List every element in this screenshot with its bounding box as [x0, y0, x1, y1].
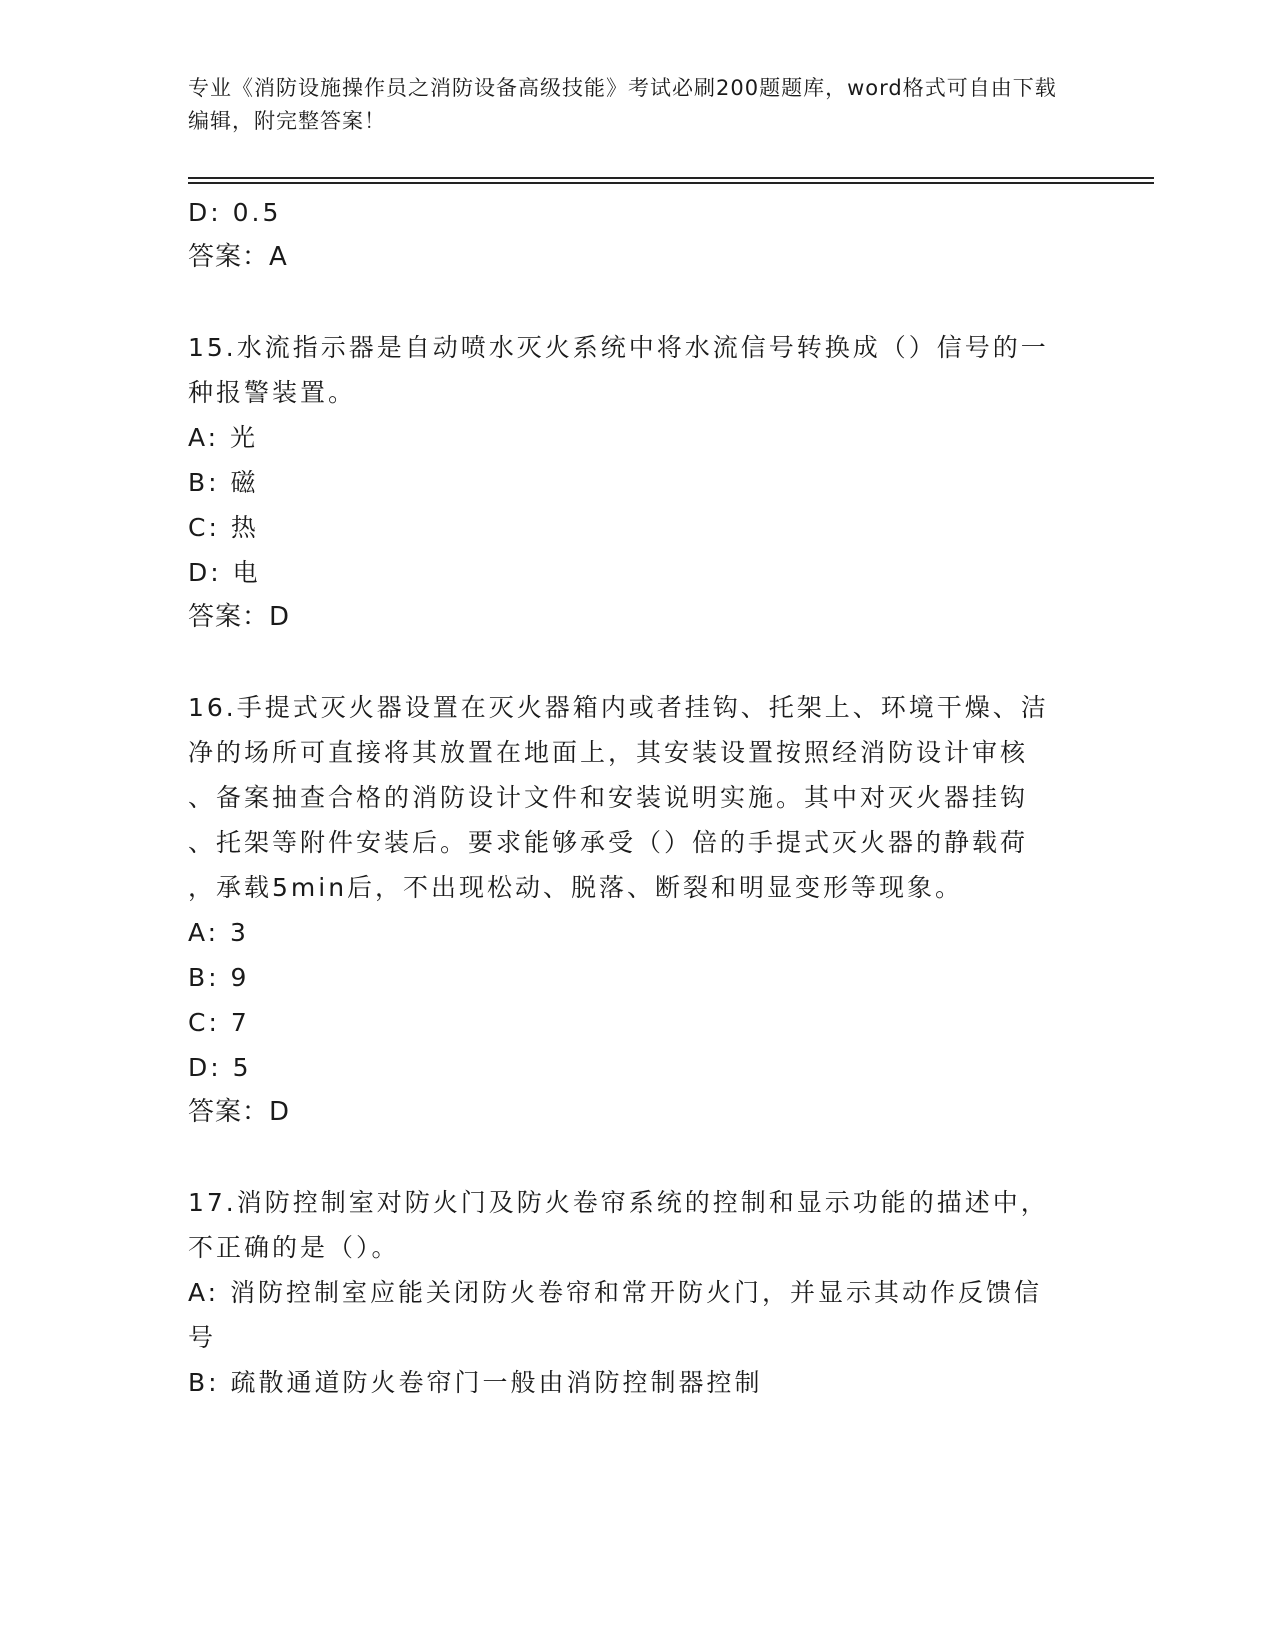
spacer: [188, 1135, 1088, 1180]
question-15: [188, 325, 1088, 640]
question-14-tail: [188, 190, 1088, 280]
question-17: [188, 1180, 1088, 1405]
question-stem: 种报警装置。: [188, 378, 357, 407]
question-stem: 15.水流指示器是自动喷水灭火系统中将水流信号转换成（）信号的一: [188, 333, 1049, 362]
answer-line: 答案：D: [188, 602, 291, 632]
question-stem: 16.手提式灭火器设置在灭火器箱内或者挂钩、托架上、环境干燥、洁: [188, 693, 1049, 722]
option-b: B: 9: [188, 963, 250, 992]
option-d: D: 0.5: [188, 198, 282, 227]
option-a: A: 消防控制室应能关闭防火卷帘和常开防火门，并显示其动作反馈信: [188, 1278, 1043, 1307]
question-stem: 净的场所可直接将其放置在地面上，其安装设置按照经消防设计审核: [188, 738, 1029, 767]
spacer: [188, 640, 1088, 685]
question-16: [188, 685, 1088, 1135]
option-b: B: 磁: [188, 468, 259, 497]
question-stem: 、托架等附件安装后。要求能够承受（）倍的手提式灭火器的静载荷: [188, 828, 1029, 857]
option-b: B: 疏散通道防火卷帘门一般由消防控制器控制: [188, 1368, 763, 1397]
option-c: C: 7: [188, 1008, 250, 1037]
answer-line: 答案：A: [188, 242, 288, 272]
header-rule-top: [188, 177, 1154, 179]
question-list: [188, 190, 1088, 1405]
header-rule-bottom: [188, 182, 1154, 184]
option-d: D: 5: [188, 1053, 252, 1082]
question-stem: ，承载5min后，不出现松动、脱落、断裂和明显变形等现象。: [188, 873, 964, 902]
option-d: D: 电: [188, 558, 261, 587]
question-stem: 、备案抽查合格的消防设计文件和安装说明实施。其中对灭火器挂钩: [188, 783, 1029, 812]
option-c: C: 热: [188, 513, 259, 542]
spacer: [188, 280, 1088, 325]
option-a: A: 光: [188, 423, 259, 452]
question-stem: 17.消防控制室对防火门及防火卷帘系统的控制和显示功能的描述中，: [188, 1188, 1049, 1217]
question-stem: 不正确的是（）。: [188, 1233, 400, 1262]
option-a-continued: 号: [188, 1323, 217, 1352]
option-a: A: 3: [188, 918, 249, 947]
page-header: 专业《消防设施操作员之消防设备高级技能》考试必刷200题题库，word格式可自由下载编辑，附完整答案！: [188, 76, 1057, 133]
answer-line: 答案：D: [188, 1097, 291, 1127]
